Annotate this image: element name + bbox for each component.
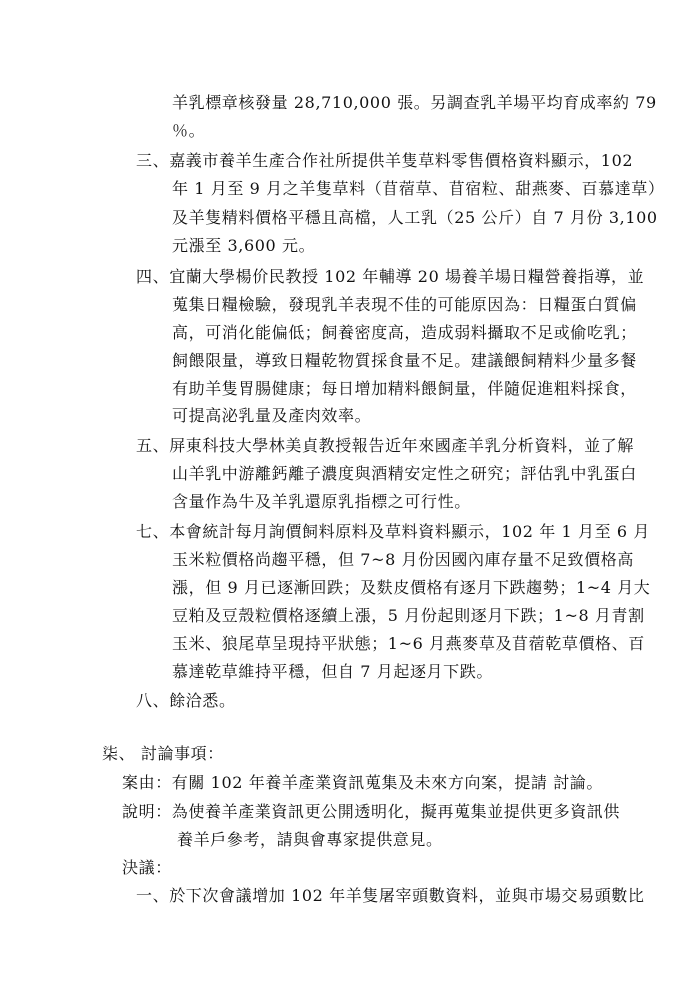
text-line: 含量作為牛及羊乳還原乳指標之可行性。 (172, 492, 471, 511)
explanation-line: 說明：為使養羊產業資訊更公開透明化，擬再蒐集並提供更多資訊供 (122, 802, 621, 821)
text-line: ％。 (172, 121, 206, 140)
text-line: 山羊乳中游離鈣離子濃度與酒精安定性之研究；評估乳中乳蛋白 (172, 464, 637, 483)
text-line: 飼餵限量，導致日糧乾物質採食量不足。建議餵飼精料少量多餐 (172, 351, 637, 370)
list-item-5: 五、屏東科技大學林美貞教授報告近年來國產羊乳分析資料，並了解 (136, 436, 635, 455)
list-item-8: 八、餘洽悉。 (136, 691, 236, 710)
resolution-item-1: 一、於下次會議增加 102 年羊隻屠宰頭數資料，並與市場交易頭數比 (136, 886, 645, 905)
text-line: 漲，但 9 月已逐漸回跌；及麩皮價格有逐月下跌趨勢；1~4 月大 (172, 578, 651, 597)
text-line: 玉米、狼尾草呈現持平狀態；1~6 月燕麥草及苜蓿乾草價格、百 (172, 634, 645, 653)
text-line: 蒐集日糧檢驗，發現乳羊表現不佳的可能原因為：日糧蛋白質偏 (172, 295, 637, 314)
resolution-label: 決議： (122, 858, 172, 877)
text-line: 可提高泌乳量及產肉效率。 (172, 406, 372, 425)
text-line: 年 1 月至 9 月之羊隻草料（苜蓿草、苜宿粒、甜燕麥、百慕達草） (172, 179, 665, 198)
list-item-4: 四、宜蘭大學楊价民教授 102 年輔導 20 場養羊場日糧營養指導，並 (136, 267, 645, 286)
text-line: 羊乳標章核發量 28,710,000 張。另調查乳羊場平均育成率約 79 (172, 93, 657, 112)
list-item-7: 七、本會統計每月詢價飼料原料及草料資料顯示，102 年 1 月至 6 月 (136, 522, 650, 541)
text-line: 慕達乾草維持平穩，但自 7 月起逐月下跌。 (172, 662, 493, 681)
text-line: 及羊隻精料價格平穩且高檔，人工乳（25 公斤）自 7 月份 3,100 (172, 208, 658, 227)
list-item-3: 三、嘉義市養羊生產合作社所提供羊隻草料零售價格資料顯示，102 (136, 151, 634, 170)
text-line: 高，可消化能偏低；飼養密度高，造成弱料攝取不足或偷吃乳； (172, 323, 637, 342)
text-line: 養羊戶參考，請與會專家提供意見。 (177, 830, 443, 849)
text-line: 有助羊隻胃腸健康；每日增加精料餵飼量，伴隨促進粗料採食， (172, 379, 637, 398)
text-line: 豆粕及豆殼粒價格逐續上漲，5 月份起則逐月下跌；1~8 月青割 (172, 606, 645, 625)
case-line: 案由：有關 102 年養羊產業資訊蒐集及未來方向案，提請 討論。 (122, 773, 603, 792)
text-line: 玉米粒價格尚趨平穩，但 7~8 月份因國內庫存量不足致價格高 (172, 550, 634, 569)
section-heading: 柒、 討論事項： (102, 744, 224, 763)
text-line: 元漲至 3,600 元。 (172, 236, 316, 255)
